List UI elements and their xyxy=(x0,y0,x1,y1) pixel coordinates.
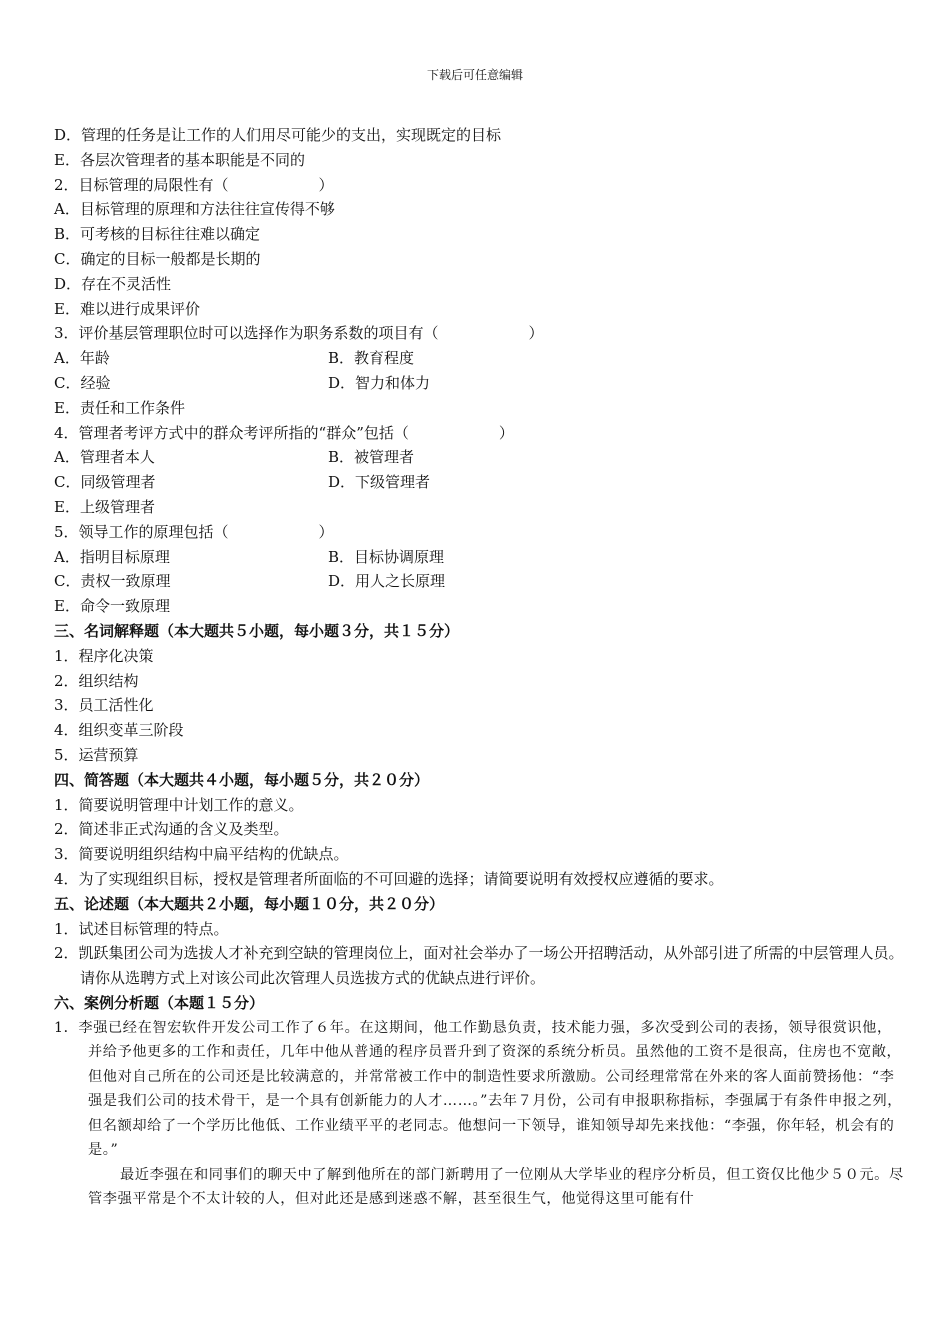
list-item: 1．简要说明管理中计划工作的意义。 xyxy=(54,795,304,814)
option-3c: C．经验 xyxy=(54,373,111,392)
list-item: 3．员工活性化 xyxy=(54,696,154,715)
page-header: 下载后可任意编辑 xyxy=(426,68,523,82)
option-2e: E．难以进行成果评价 xyxy=(54,299,200,318)
option-4a: A．管理者本人 xyxy=(54,448,155,467)
question-5-stem: 5．领导工作的原理包括（ ） xyxy=(54,522,334,541)
list-item: 2．凯跃集团公司为选拔人才补充到空缺的管理岗位上，面对社会举办了一场公开招聘活动，从外部引进了所需的中层管理人员。请你从选聘方式上对该公司此次管理人员选拔方式的优缺点进行评价。 xyxy=(54,944,904,988)
option-3b: B．教育程度 xyxy=(328,349,415,368)
question-4-stem: 4．管理者考评方式中的群众考评所指的“群众”包括（ ） xyxy=(54,423,514,442)
question-5-options-row xyxy=(54,545,904,570)
question-4-options-row xyxy=(54,445,904,470)
option-4e: E．上级管理者 xyxy=(54,497,155,516)
option-3a: A．年龄 xyxy=(54,349,110,368)
option-4c: C．同级管理者 xyxy=(54,473,156,492)
section-4-title: 四、简答题（本大题共４小题，每小题５分，共２０分） xyxy=(54,770,430,789)
question-2-stem: 2．目标管理的局限性有（ ） xyxy=(54,175,334,194)
case-paragraph-2: 最近李强在和同事们的聊天中了解到他所在的部门新聘用了一位刚从大学毕业的程序分析员，但工资仅比他少５０元。尽管李强平常是个不太计较的人，但对此还是感到迷惑不解，甚至很生气，他觉得这里可能有什 xyxy=(88,1166,904,1208)
list-item: 4．组织变革三阶段 xyxy=(54,721,184,740)
option-2d: D．存在不灵活性 xyxy=(54,274,172,293)
section-5-title: 五、论述题（本大题共２小题，每小题１０分，共２０分） xyxy=(54,894,445,913)
list-item: 5．运营预算 xyxy=(54,745,139,764)
option-1d: D．管理的任务是让工作的人们用尽可能少的支出，实现既定的目标 xyxy=(54,126,502,144)
option-3d: D．智力和体力 xyxy=(328,373,431,392)
option-2b: B．可考核的目标往往难以确定 xyxy=(54,225,261,244)
list-item: 1．试述目标管理的特点。 xyxy=(54,919,229,938)
option-4b: B．被管理者 xyxy=(328,448,415,467)
option-5d: D．用人之长原理 xyxy=(328,572,446,591)
option-5a: A．指明目标原理 xyxy=(54,547,170,566)
list-item: 3．简要说明组织结构中扁平结构的优缺点。 xyxy=(54,845,349,864)
list-item: 4．为了实现组织目标，授权是管理者所面临的不可回避的选择；请简要说明有效授权应遵循的要求。 xyxy=(54,869,724,888)
option-5e: E．命令一致原理 xyxy=(54,597,170,616)
option-5c: C．责权一致原理 xyxy=(54,572,171,591)
question-5-options-row xyxy=(54,569,904,594)
option-5b: B．目标协调原理 xyxy=(328,547,445,566)
option-1e: E．各层次管理者的基本职能是不同的 xyxy=(54,150,305,169)
question-3-options-row xyxy=(54,346,904,371)
option-2a: A．目标管理的原理和方法往往宣传得不够 xyxy=(54,200,335,219)
question-3-stem: 3．评价基层管理职位时可以选择作为职务系数的项目有（ ） xyxy=(54,324,544,343)
list-item: 1．程序化决策 xyxy=(54,646,154,665)
case-paragraph-1: 1．李强已经在智宏软件开发公司工作了６年。在这期间，他工作勤恳负责，技术能力强，多次受到公司的表扬，领导很赏识他，并给予他更多的工作和责任，几年中他从普通的程序员晋升到了资深的系统分析员。虽然他的工资不是很高，住房也不宽敞，但他对自己所在的公司还是比较满意的，并常常被工作中的制造性要求所激励。公司经理常常在外来的客人面前赞扬他：“李强是我们公司的技术骨干，是一个具有创新能力的人才……。”去年７月份，公司有申报职称指标，李强属于有条件申报之列，但名额却给了一个学历比他低、工作业绩平平的老同志。他想问一下领导，谁知领导却先来找他：“李强，你年轻，机会有的是。” xyxy=(54,1019,903,1159)
option-3e: E．责任和工作条件 xyxy=(54,398,185,417)
question-3-options-row xyxy=(54,371,904,396)
section-3-title: 三、名词解释题（本大题共５小题，每小题３分，共１５分） xyxy=(54,621,460,640)
question-4-options-row xyxy=(54,470,904,495)
option-4d: D．下级管理者 xyxy=(328,473,431,492)
list-item: 2．组织结构 xyxy=(54,671,139,690)
option-2c: C．确定的目标一般都是长期的 xyxy=(54,249,261,268)
section-6-title: 六、案例分析题（本题１５分） xyxy=(54,993,265,1012)
list-item: 2．简述非正式沟通的含义及类型。 xyxy=(54,820,289,839)
document-body xyxy=(54,123,904,1212)
